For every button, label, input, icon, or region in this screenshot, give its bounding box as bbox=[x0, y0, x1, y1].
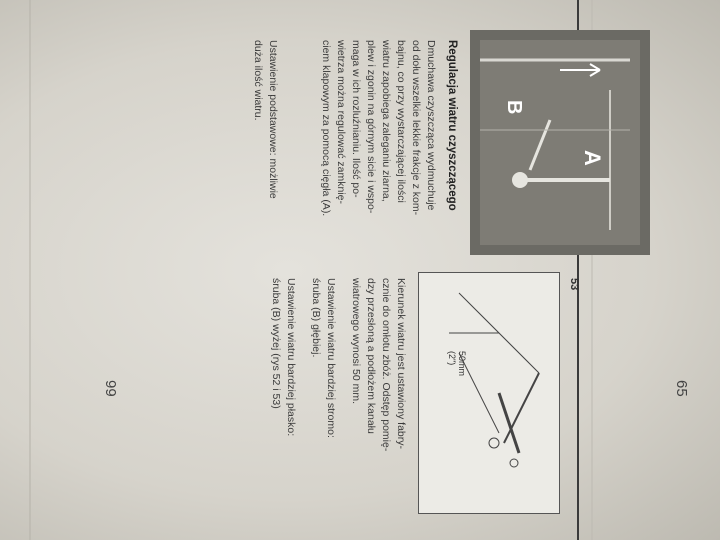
left-line-1: Dmuchawa czyszcząca wydmuchuje bbox=[425, 40, 437, 211]
page-number-top: 65 bbox=[673, 380, 690, 397]
left-line-5: plew i zgonin na górnym sicie i wspo- bbox=[365, 40, 377, 214]
blower-diagram-drawing bbox=[419, 273, 559, 513]
left-paragraph bbox=[318, 40, 438, 216]
combine-photo bbox=[470, 30, 650, 255]
photo-label-b: B bbox=[503, 100, 525, 115]
right1-line-3: dzy przesłoną a podłożem kanału bbox=[365, 278, 377, 434]
right-paragraph-2 bbox=[308, 278, 338, 438]
diagram-dimension-in: (2") bbox=[447, 351, 457, 366]
right2-line-2: śruba (B) głębiej. bbox=[310, 278, 322, 358]
right-paragraph-1 bbox=[348, 278, 408, 451]
right-paragraph-3 bbox=[268, 278, 298, 436]
section-title: Regulacja wiatru czyszczącego bbox=[446, 40, 458, 211]
diagram-dimension-label bbox=[447, 351, 467, 376]
left-line-3: bajnu, co przy wystarczającej ilości bbox=[395, 40, 407, 203]
figure-number-53: 53 bbox=[568, 278, 580, 291]
right1-line-1: Kierunek wiatru jest ustawiony fabry- bbox=[395, 278, 407, 449]
right1-line-2: cznie do omłotu zbóż. Odstęp pomię- bbox=[380, 278, 392, 452]
right3-line-1: Ustawienie wiatru bardziej płasko: bbox=[285, 278, 297, 437]
blower-diagram bbox=[418, 272, 560, 514]
right3-line-2: śruba (B) wyżej (rys 52 i 53) bbox=[270, 278, 282, 409]
left-line-2: od dołu wszelkie lekkie frakcje z kom- bbox=[410, 40, 422, 216]
left2-line-2: duża ilość wiatru. bbox=[252, 40, 264, 121]
left-line-6: maga w ich rozluźnianiu. Ilość po- bbox=[350, 40, 362, 198]
diagram-dimension-mm: 50mm bbox=[457, 351, 467, 377]
combine-photo-drawing bbox=[470, 30, 650, 255]
left-line-8: ciem klapowym za pomocą cięgła (A). bbox=[320, 40, 332, 217]
right1-line-4: wiatrowego wynosi 50 mm. bbox=[350, 278, 362, 405]
left2-line-1: Ustawienie podstawowe: możliwie bbox=[267, 40, 279, 199]
page-number-bottom: 66 bbox=[103, 380, 120, 397]
left-line-4: wiatru zapobiega zaleganiu ziarna, bbox=[380, 40, 392, 202]
left-paragraph-2 bbox=[250, 40, 280, 199]
right2-line-1: Ustawienie wiatru bardziej stromo: bbox=[325, 278, 337, 438]
left-line-7: wietrza można regulować zamknię- bbox=[335, 40, 347, 204]
photo-label-a: A bbox=[580, 150, 605, 166]
